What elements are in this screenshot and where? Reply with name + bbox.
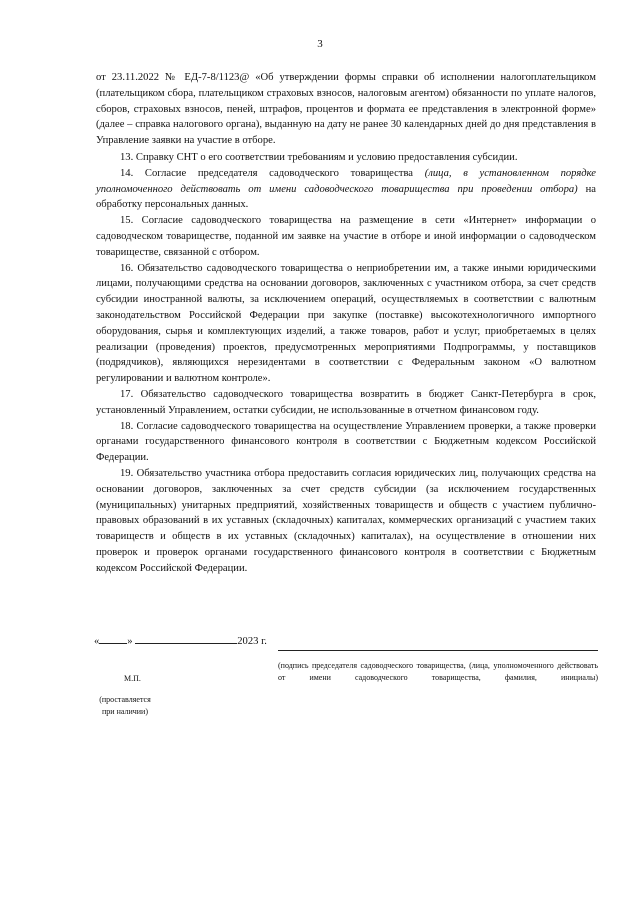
stamp-note: (проставляется при наличии) xyxy=(99,695,151,716)
paragraph-12-continuation: от 23.11.2022 № ЕД-7-8/1123@ «Об утверждении формы справки об исполнении налогоплательщиком (плательщиком сбора, плательщиком страховых взносов, налоговым агентом) обязанности по уплате налогов, сборов, страховых взносов, пеней, штрафов, процентов и формата ее представления в электронной форме» (далее – справка налогового органа), выданную на дату не ранее 30 календарных дней до дня представления в Управление заявки на участие в отборе. xyxy=(96,72,596,147)
paragraph-16: 16. Обязательство садоводческого товарищества о неприобретении им, а также иными юридическими лицами, получающими средства на основании договоров, заключенных с участником отбора, за счет средств субсидии иностранной валюты, за исключением операций, осуществляемых в соответствии с валютным законодательством Российской Федерации при закупке (поставке) высокотехнологичного импортного оборудования, сырья и комплектующих изделий, а также товаров, работ и услуг, приобретаемых в целях реализации (проведения) проектов, предусмотренных мероприятиями Подпрограммы, у поставщиков (подрядчиков), являющихся нерезидентами в соответствии с Федеральным законом «О валютном регулировании и валютном контроле». xyxy=(96,262,596,385)
paragraph-18: 18. Согласие садоводческого товарищества на осуществление Управлением проверки, а также проверки органами государственного финансового контроля в соответствии с Бюджетным кодексом Российской Федерации. xyxy=(96,420,596,464)
date-year: 2023 г. xyxy=(237,636,267,647)
signature-line xyxy=(278,650,598,651)
page-number: 3 xyxy=(317,38,323,50)
stamp-label: М.П. xyxy=(124,674,141,683)
paragraph-14-start: 14. Согласие председателя садоводческого товарищества xyxy=(120,167,425,179)
month-blank xyxy=(135,633,237,644)
date-line xyxy=(94,633,267,647)
paragraph-14-end: на обработку персональных данных. xyxy=(96,183,596,211)
paragraph-15: 15. Согласие садоводческого товарищества на размещение в сети «Интернет» информации о садоводческом товариществе, поданной им заявке на участие в отборе и иной информации о садоводческом товариществе, связанной с отбором. xyxy=(96,215,596,258)
paragraph-14-italic: (лица, в установленном порядке уполномоченного действовать от имени садоводческого товарищества при проведении отбора) xyxy=(96,167,597,195)
date-open-quote: « xyxy=(94,636,100,647)
document-body xyxy=(96,70,596,577)
paragraph-14 xyxy=(96,166,596,213)
date-close-quote: » xyxy=(127,636,133,647)
day-blank xyxy=(99,633,127,644)
paragraph-19: 19. Обязательство участника отбора предоставить согласия юридических лиц, получающих средства на основании договоров, заключенных за счет средств субсидии (за исключением государственных (муниципальных) унитарных предприятий, хозяйственных товариществ и обществ с участием публично-правовых образований в их уставных (складочных) капиталах, коммерческих организаций с участием таких товариществ и обществ в их уставных (складочных) капиталах), на осуществление в отношении них проверок и проверок органами государственного финансового контроля в соответствии с Бюджетным кодексом Российской Федерации. xyxy=(96,467,596,574)
paragraph-13: 13. Справку СНТ о его соответствии требованиям и условию предоставления субсидии. xyxy=(120,151,518,163)
paragraph-17: 17. Обязательство садоводческого товарищества возвратить в бюджет Санкт-Петербурга в срок, установленный Управлением, остатки субсидии, не использованные в отчетном финансовом году. xyxy=(96,388,596,416)
signature-caption: (подпись председателя садоводческого товарищества, (лица, уполномоченного действовать от имени садоводческого товарищества, фамилия, инициалы) xyxy=(278,661,598,682)
